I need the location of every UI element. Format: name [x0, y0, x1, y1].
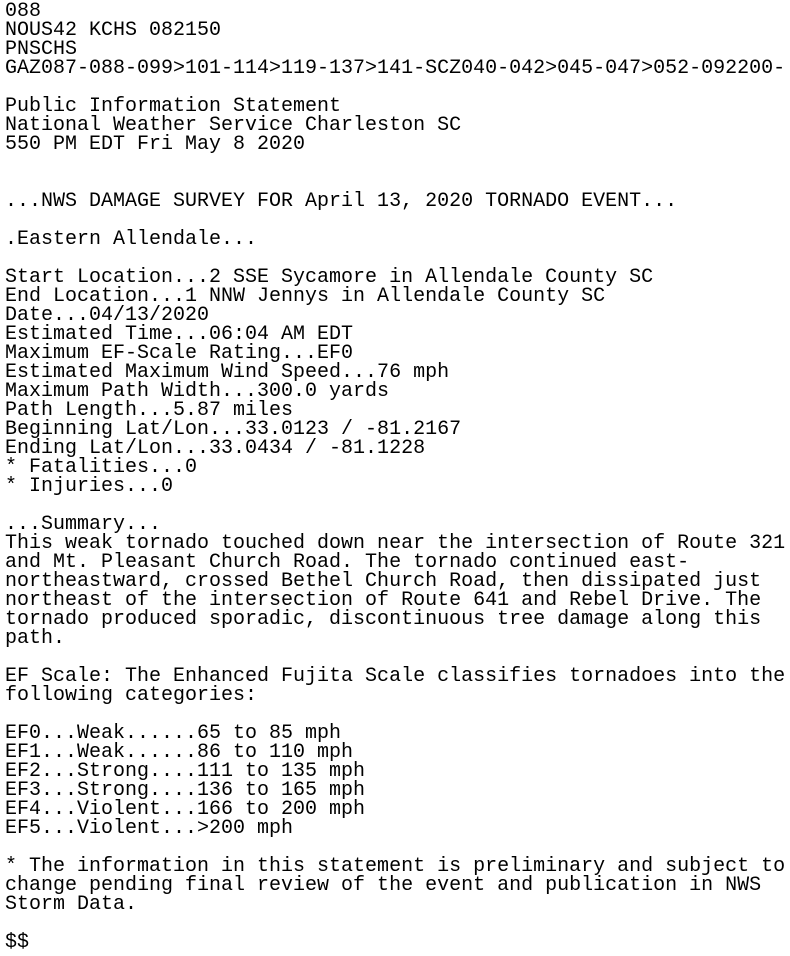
ef-scale-category: EF4...Violent...166 to 200 mph [5, 798, 366, 821]
ef-scale-category: EF0...Weak......65 to 85 mph [5, 722, 342, 745]
statement-title: Public Information Statement [5, 95, 342, 118]
product-number: 088 [5, 0, 42, 23]
summary-heading: ...Summary... [5, 513, 162, 536]
disclaimer-line: * The information in this statement is preliminary and subject to [5, 855, 786, 878]
wmo-header: NOUS42 KCHS 082150 [5, 19, 222, 42]
ugc-line: GAZ087-088-099>101-114>119-137>141-SCZ040-042>045-047>052-092200- [5, 57, 786, 80]
detail-injuries: * Injuries...0 [5, 475, 174, 498]
detail-end-location: End Location...1 NNW Jennys in Allendale County SC [5, 285, 606, 308]
ef-scale-category: EF3...Strong....136 to 165 mph [5, 779, 366, 802]
disclaimer-line: Storm Data. [5, 893, 138, 916]
detail-max-wind-speed: Estimated Maximum Wind Speed...76 mph [5, 361, 450, 384]
ef-scale-category: EF2...Strong....111 to 135 mph [5, 760, 366, 783]
detail-date: Date...04/13/2020 [5, 304, 210, 327]
issuing-office: National Weather Service Charleston SC [5, 114, 462, 137]
detail-start-location: Start Location...2 SSE Sycamore in Allendale County SC [5, 266, 654, 289]
detail-fatalities: * Fatalities...0 [5, 456, 198, 479]
detail-estimated-time: Estimated Time...06:04 AM EDT [5, 323, 354, 346]
ef-scale-intro-line: EF Scale: The Enhanced Fujita Scale classifies tornadoes into the [5, 665, 786, 688]
disclaimer-line: change pending final review of the event and publication in NWS [5, 874, 762, 897]
ef-scale-category: EF5...Violent...>200 mph [5, 817, 294, 840]
survey-heading: ...NWS DAMAGE SURVEY FOR April 13, 2020 TORNADO EVENT... [5, 190, 678, 213]
detail-max-path-width: Maximum Path Width...300.0 yards [5, 380, 390, 403]
summary-line: This weak tornado touched down near the intersection of Route 321 [5, 532, 786, 555]
summary-line: tornado produced sporadic, discontinuous tree damage along this [5, 608, 762, 631]
ef-scale-category: EF1...Weak......86 to 110 mph [5, 741, 354, 764]
summary-line: path. [5, 627, 66, 650]
product-terminator: $$ [5, 931, 30, 954]
ef-scale-intro-line: following categories: [5, 684, 258, 707]
detail-path-length: Path Length...5.87 miles [5, 399, 294, 422]
summary-line: and Mt. Pleasant Church Road. The tornado continued east- [5, 551, 690, 574]
blank-line [5, 154, 790, 173]
detail-beginning-latlon: Beginning Lat/Lon...33.0123 / -81.2167 [5, 418, 462, 441]
detail-ending-latlon: Ending Lat/Lon...33.0434 / -81.1228 [5, 437, 426, 460]
awips-id: PNSCHS [5, 38, 78, 61]
summary-line: northeast of the intersection of Route 641 and Rebel Drive. The [5, 589, 762, 612]
blank-line [5, 914, 790, 933]
issue-time: 550 PM EDT Fri May 8 2020 [5, 133, 306, 156]
segment-name: .Eastern Allendale... [5, 228, 258, 251]
detail-max-ef-rating: Maximum EF-Scale Rating...EF0 [5, 342, 354, 365]
summary-line: northeastward, crossed Bethel Church Road, then dissipated just [5, 570, 762, 593]
